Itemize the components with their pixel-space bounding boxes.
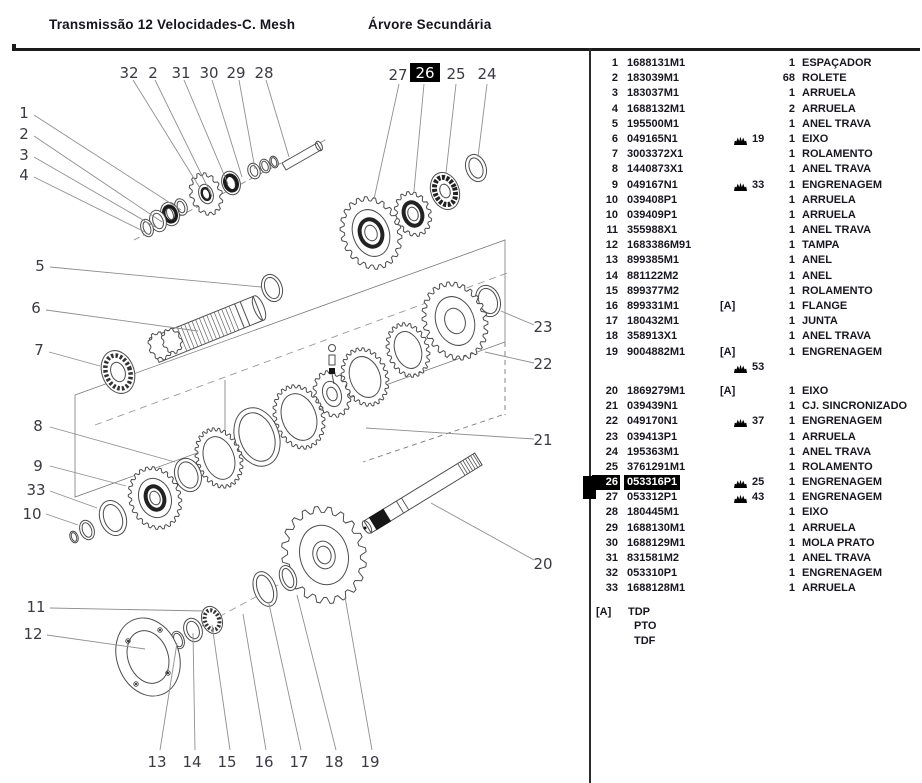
part-number: 053316P1 [624, 475, 680, 490]
item-number: 24 [605, 445, 618, 458]
quantity: 1 [788, 315, 795, 328]
part-number: 1440873X1 [627, 163, 684, 176]
gear-teeth-icon [734, 493, 747, 502]
parts-list-row[interactable] [592, 162, 920, 177]
description: ROLAMENTO [802, 148, 873, 161]
gear-teeth-icon [734, 417, 747, 426]
callout-23[interactable]: 23 [533, 318, 553, 336]
footnote-ref: [A] [596, 605, 612, 618]
description: TAMPA [802, 239, 840, 252]
item-number: 6 [611, 132, 618, 145]
quantity: 1 [788, 582, 795, 595]
part-number: 3003372X1 [627, 148, 684, 161]
parts-list-row[interactable] [592, 345, 920, 360]
part-number: 053312P1 [627, 491, 678, 504]
item-number: 30 [605, 536, 618, 549]
gear-teeth-icon [734, 181, 747, 190]
parts-list-row[interactable] [592, 384, 920, 399]
callout-24[interactable]: 24 [477, 65, 497, 83]
quantity: 1 [788, 400, 795, 413]
item-number: 33 [605, 582, 618, 595]
callout-22[interactable]: 22 [533, 355, 553, 373]
parts-list-row[interactable] [592, 566, 920, 581]
callout-2[interactable]: 2 [148, 64, 158, 82]
assembly-ref: [A] [720, 384, 736, 397]
parts-list-row[interactable] [592, 56, 920, 71]
item-number: 21 [605, 400, 618, 413]
part-number: 831581M2 [627, 552, 679, 564]
part-number: 1688130M1 [627, 521, 686, 534]
part-number: 195363M1 [627, 445, 679, 458]
item-number: 22 [605, 415, 618, 428]
item-number: 5 [611, 117, 618, 130]
part-number: 049170N1 [627, 415, 678, 428]
callout-32[interactable]: 32 [119, 64, 139, 82]
description: EIXO [802, 506, 829, 519]
description: ENGRENAGEM [802, 415, 883, 428]
quantity: 1 [788, 330, 795, 343]
part-number: 899385M1 [627, 254, 679, 267]
parts-list [592, 56, 920, 648]
quantity: 1 [788, 163, 795, 176]
description: ENGRENAGEM [802, 567, 883, 580]
footnote-line: TDP [628, 605, 650, 618]
callout-16[interactable]: 16 [254, 753, 274, 771]
quantity: 68 [782, 72, 795, 85]
callout-4[interactable]: 4 [19, 166, 29, 184]
part-number: 183039M1 [627, 72, 679, 85]
part-number: 053310P1 [627, 567, 678, 580]
part-number: 183037M1 [627, 87, 679, 100]
footnote-line: PTO [634, 620, 657, 633]
quantity: 1 [788, 148, 795, 161]
item-number: 18 [605, 330, 618, 343]
item-number: 31 [605, 552, 618, 564]
gear-teeth-icon [734, 363, 747, 372]
quantity: 1 [788, 491, 795, 504]
description: JUNTA [802, 315, 838, 328]
assembly-ref-footnote [592, 605, 920, 649]
part-number: 3761291M1 [627, 460, 686, 473]
parts-list-row[interactable] [592, 329, 920, 344]
item-number: 32 [605, 567, 618, 580]
parts-list-row[interactable] [592, 71, 920, 86]
description: ENGRENAGEM [802, 178, 883, 191]
parts-list-row[interactable] [592, 147, 920, 162]
item-number: 20 [605, 384, 618, 397]
part-number: 180432M1 [627, 315, 679, 328]
item-number: 27 [605, 491, 618, 504]
callout-26[interactable]: 26 [415, 64, 435, 82]
callout-9[interactable]: 9 [33, 457, 43, 475]
quantity: 1 [788, 476, 795, 489]
item-number: 11 [606, 224, 618, 237]
quantity: 1 [788, 567, 795, 580]
item-number: 2 [611, 72, 618, 85]
quantity: 1 [788, 552, 795, 564]
teeth-count: 25 [752, 476, 765, 489]
part-number: 195500M1 [627, 117, 679, 130]
description: ANEL TRAVA [802, 117, 872, 130]
parts-list-row[interactable] [592, 536, 920, 551]
parts-list-row[interactable] [592, 581, 920, 596]
parts-list-row[interactable] [592, 430, 920, 445]
item-number: 9 [611, 178, 618, 191]
callout-3[interactable]: 3 [19, 146, 29, 164]
callout-15[interactable]: 15 [217, 753, 237, 771]
callout-17[interactable]: 17 [289, 753, 309, 771]
parts-list-row[interactable] [592, 551, 920, 566]
description: ENGRENAGEM [802, 345, 883, 358]
description: ARRUELA [802, 582, 856, 595]
callout-20[interactable]: 20 [533, 555, 553, 573]
parts-list-row[interactable] [592, 193, 920, 208]
item-number: 10 [605, 208, 618, 221]
callout-30[interactable]: 30 [199, 64, 219, 82]
gear-teeth-icon [734, 478, 747, 487]
quantity: 1 [788, 284, 795, 297]
description: ANEL TRAVA [802, 224, 872, 237]
quantity: 1 [788, 269, 795, 282]
item-number: 14 [605, 269, 618, 282]
parts-list-row[interactable] [592, 314, 920, 329]
callout-27[interactable]: 27 [388, 66, 408, 84]
callout-19[interactable]: 19 [360, 753, 380, 771]
part-number: 049167N1 [627, 178, 678, 191]
item-number: 3 [611, 87, 618, 100]
description: ROLETE [802, 72, 847, 85]
description: FLANGE [802, 300, 848, 312]
callout-1[interactable]: 1 [19, 104, 29, 122]
item-number: 19 [605, 345, 618, 358]
part-number: 355988X1 [627, 224, 678, 237]
quantity: 1 [788, 224, 795, 237]
part-number: 358913X1 [627, 330, 678, 343]
teeth-count: 53 [752, 360, 765, 373]
quantity: 1 [788, 445, 795, 458]
callout-31[interactable]: 31 [171, 64, 191, 82]
item-number: 7 [611, 148, 618, 161]
quantity: 1 [788, 430, 795, 443]
part-number: 039413P1 [627, 430, 678, 443]
description: ARRUELA [802, 102, 856, 115]
quantity: 1 [788, 415, 795, 428]
teeth-count: 19 [752, 132, 765, 145]
parts-list-row[interactable] [592, 505, 920, 520]
description: ESPAÇADOR [802, 57, 872, 69]
quantity: 1 [788, 506, 795, 519]
description: ENGRENAGEM [802, 476, 883, 489]
parts-list-row[interactable] [592, 299, 920, 314]
callout-33[interactable]: 33 [26, 481, 46, 499]
description: ANEL [802, 254, 832, 267]
quantity: 1 [788, 254, 795, 267]
part-number: 881122M2 [627, 269, 679, 282]
parts-list-row[interactable] [592, 86, 920, 101]
quantity: 2 [788, 102, 795, 115]
description: EIXO [802, 132, 829, 145]
parts-list-row[interactable] [592, 521, 920, 536]
part-number: 039409P1 [627, 208, 678, 221]
item-number: 23 [605, 430, 618, 443]
quantity: 1 [788, 87, 795, 100]
description: ROLAMENTO [802, 460, 873, 473]
parts-list-row[interactable] [592, 117, 920, 132]
gear-teeth-icon [734, 135, 747, 144]
quantity: 1 [788, 384, 795, 397]
description: EIXO [802, 384, 829, 397]
description: MOLA PRATO [802, 536, 875, 549]
teeth-count: 33 [752, 178, 765, 191]
quantity: 1 [788, 117, 795, 130]
assembly-ref: [A] [720, 300, 736, 312]
quantity: 1 [788, 536, 795, 549]
part-number: 1688132M1 [627, 102, 686, 115]
parts-list-row[interactable] [592, 460, 920, 475]
parts-list-row[interactable] [592, 445, 920, 460]
part-number: 899377M2 [627, 284, 679, 297]
part-number: 1688128M1 [627, 582, 686, 595]
quantity: 1 [788, 300, 795, 312]
parts-list-row[interactable] [592, 102, 920, 117]
description: ANEL TRAVA [802, 330, 872, 343]
parts-list-row[interactable] [592, 399, 920, 414]
part-number: 1688131M1 [627, 57, 686, 69]
callout-28[interactable]: 28 [254, 64, 274, 82]
quantity: 1 [788, 239, 795, 252]
item-number: 4 [611, 102, 618, 115]
item-number: 13 [605, 254, 618, 267]
quantity: 1 [788, 193, 795, 206]
callout-14[interactable]: 14 [182, 753, 202, 771]
teeth-count: 37 [752, 415, 765, 428]
parts-list-row[interactable] [592, 253, 920, 268]
callout-6[interactable]: 6 [31, 299, 41, 317]
part-number: 039439N1 [627, 400, 678, 413]
callout-12[interactable]: 12 [23, 625, 43, 643]
parts-list-row[interactable] [592, 208, 920, 223]
description: ARRUELA [802, 208, 856, 221]
exploded-parts-drawing [68, 140, 505, 705]
item-number: 26 [592, 475, 620, 490]
callout-29[interactable]: 29 [226, 64, 246, 82]
item-number: 12 [605, 239, 618, 252]
item-number: 1 [611, 57, 618, 69]
description: ARRUELA [802, 193, 856, 206]
item-number: 16 [605, 300, 618, 312]
callout-7[interactable]: 7 [34, 341, 44, 359]
parts-list-row[interactable] [592, 490, 920, 505]
parts-list-row[interactable] [592, 475, 920, 490]
item-number: 29 [605, 521, 618, 534]
item-number: 28 [605, 506, 618, 519]
quantity: 1 [788, 57, 795, 69]
parts-list-row[interactable] [592, 132, 920, 147]
callout-5[interactable]: 5 [35, 257, 45, 275]
description: ARRUELA [802, 87, 856, 100]
callout-10[interactable]: 10 [22, 505, 42, 523]
part-number: 1688129M1 [627, 536, 686, 549]
quantity: 1 [788, 178, 795, 191]
part-number: 039408P1 [627, 193, 678, 206]
quantity: 1 [788, 345, 795, 358]
teeth-count: 43 [752, 491, 765, 504]
description: ARRUELA [802, 521, 856, 534]
parts-list-row[interactable] [592, 269, 920, 284]
item-number: 10 [605, 193, 618, 206]
part-number: 899331M1 [627, 300, 679, 312]
description: ENGRENAGEM [802, 491, 883, 504]
part-number: 9004882M1 [627, 345, 686, 358]
part-number: 1869279M1 [627, 384, 686, 397]
quantity: 1 [788, 208, 795, 221]
parts-list-row[interactable] [592, 223, 920, 238]
callout-18[interactable]: 18 [324, 753, 344, 771]
item-number: 8 [611, 163, 618, 176]
description: ARRUELA [802, 430, 856, 443]
parts-list-row[interactable] [592, 360, 920, 375]
part-number: 049165N1 [627, 132, 678, 145]
part-number: 180445M1 [627, 506, 679, 519]
parts-list-row[interactable] [592, 414, 920, 429]
item-number: 17 [605, 315, 618, 328]
panel-divider [589, 48, 591, 783]
callout-21[interactable]: 21 [533, 431, 553, 449]
parts-list-row[interactable] [592, 284, 920, 299]
description: ANEL TRAVA [802, 445, 872, 458]
description: CJ. SINCRONIZADO [802, 400, 908, 413]
callout-25[interactable]: 25 [446, 65, 466, 83]
quantity: 1 [788, 460, 795, 473]
callout-13[interactable]: 13 [147, 753, 167, 771]
parts-list-row[interactable] [592, 238, 920, 253]
footnote-line: TDF [634, 634, 656, 647]
quantity: 1 [788, 521, 795, 534]
description: ANEL TRAVA [802, 163, 872, 176]
description: ANEL [802, 269, 832, 282]
part-number: 1683386M91 [627, 239, 692, 252]
page-subtitle: Árvore Secundária [368, 17, 492, 32]
item-number: 15 [605, 284, 618, 297]
description: ANEL TRAVA [802, 552, 872, 564]
description: ROLAMENTO [802, 284, 873, 297]
item-number: 25 [605, 460, 618, 473]
callout-8[interactable]: 8 [33, 417, 43, 435]
parts-list-row[interactable] [592, 178, 920, 193]
quantity: 1 [788, 132, 795, 145]
callout-11[interactable]: 11 [26, 598, 46, 616]
callout-2[interactable]: 2 [19, 125, 29, 143]
assembly-ref: [A] [720, 345, 736, 358]
page-title: Transmissão 12 Velocidades-C. Mesh [49, 17, 296, 32]
